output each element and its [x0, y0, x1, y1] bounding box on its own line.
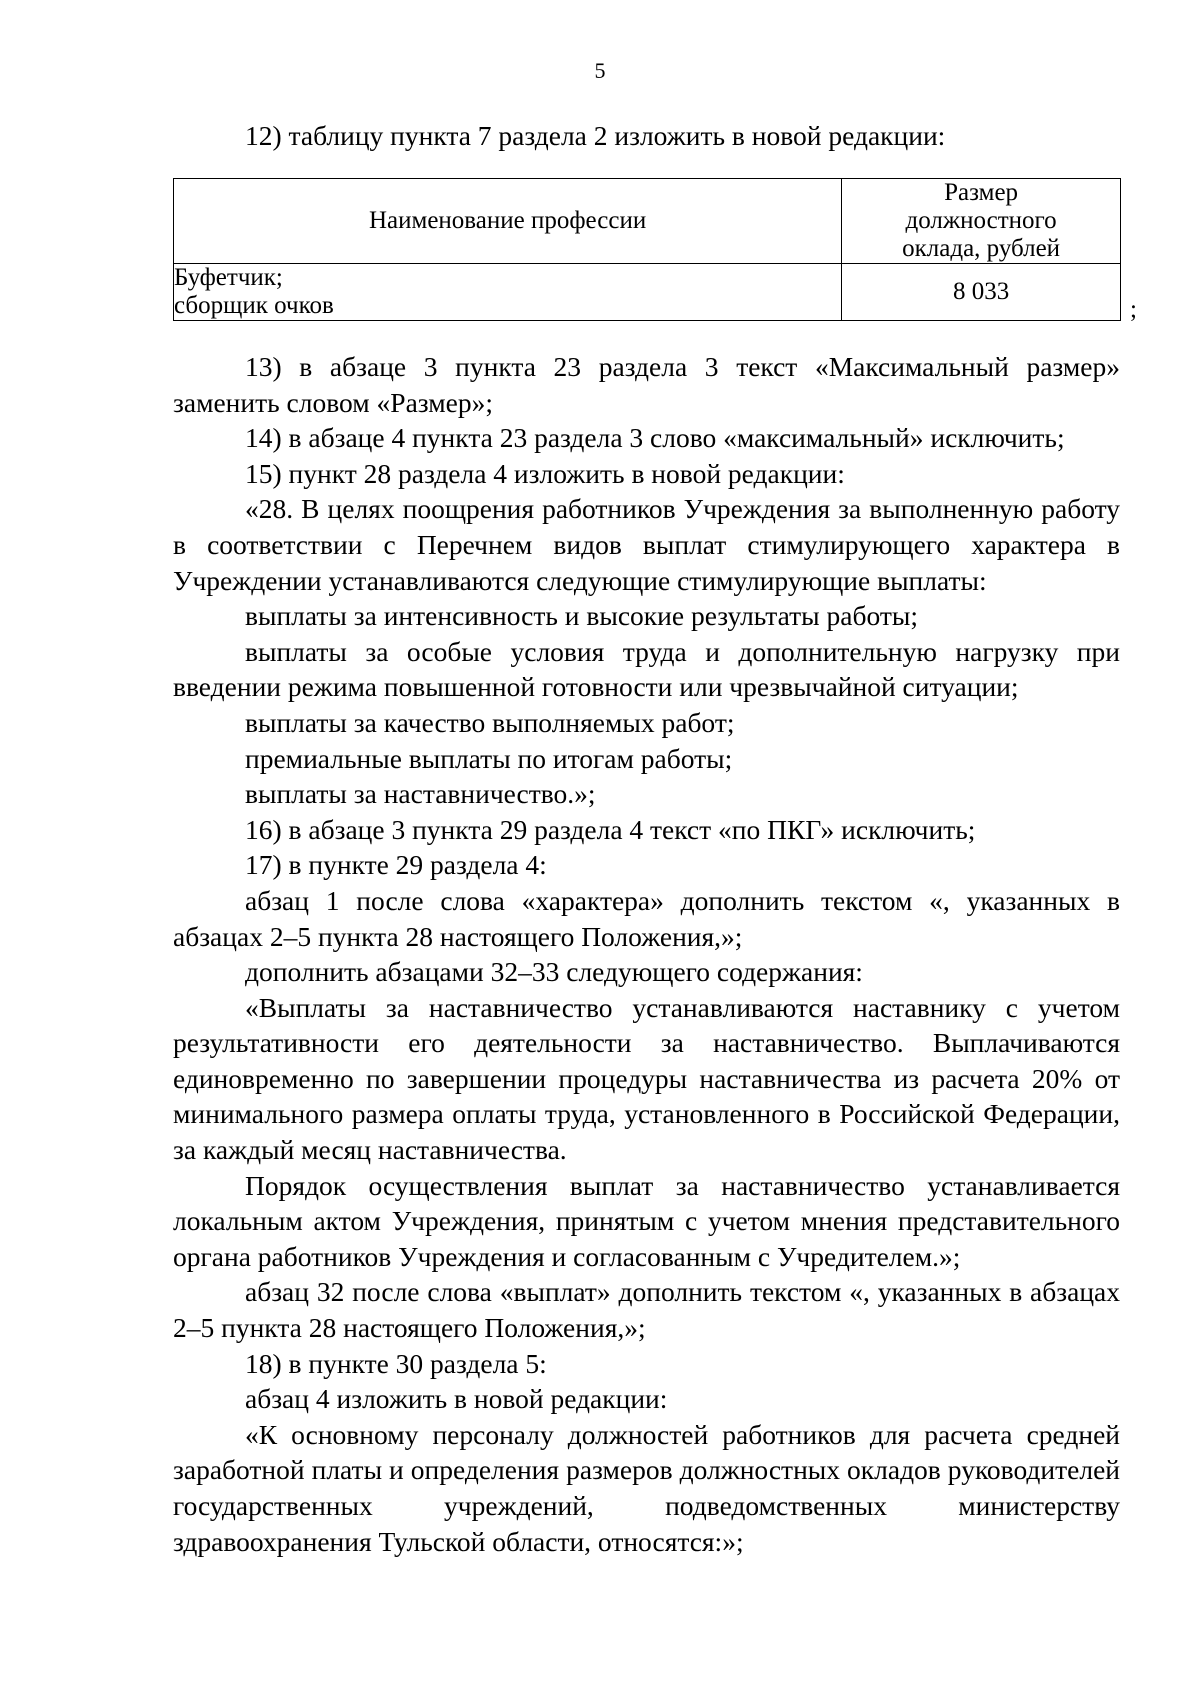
header-profession-name: Наименование профессии [174, 179, 842, 264]
header-salary-line: Размер [944, 179, 1019, 206]
paragraph: «Выплаты за наставничество устанавливаются наставнику с учетом результативности его деятельности за наставничество. Выплачиваются единовременно по завершении процедуры наставничества из расчета 20% от минимального размера оплаты труда, установленного в Российской Федерации, за каждый месяц наставничества. [173, 991, 1120, 1166]
paragraph: 17) в пункте 29 раздела 4: [245, 849, 547, 881]
paragraph: выплаты за наставничество.»; [245, 778, 596, 810]
table-row [174, 264, 1121, 321]
paragraph: «28. В целях поощрения работников Учреждения за выполненную работу в соответствии с Перечнем видов выплат стимулирующего характера в Учреждении устанавливаются следующие стимулирующие выплаты: [173, 493, 1120, 596]
profession-line: сборщик очков [174, 292, 334, 319]
paragraph: абзац 1 после слова «характера» дополнить текстом «, указанных в абзацах 2–5 пункта 28 настоящего Положения,»; [173, 884, 1120, 952]
paragraph: абзац 32 после слова «выплат» дополнить текстом «, указанных в абзацах 2–5 пункта 28 настоящего Положения,»; [173, 1276, 1120, 1344]
intro-paragraph: 12) таблицу пункта 7 раздела 2 изложить в новой редакции: [245, 120, 946, 151]
paragraph: 18) в пункте 30 раздела 5: [245, 1347, 547, 1379]
intro-block [173, 118, 1120, 154]
table-trailing-semicolon: ; [1130, 296, 1137, 323]
body-text [173, 349, 1120, 1559]
table-header-row [174, 179, 1121, 264]
paragraph: абзац 4 изложить в новой редакции: [245, 1383, 668, 1415]
paragraph: Порядок осуществления выплат за наставничество устанавливается локальным актом Учреждения, принятым с учетом мнения представительного органа работников Учреждения и согласованным с Учредителем.»; [173, 1169, 1120, 1272]
paragraph: «К основному персоналу должностей работников для расчета средней заработной платы и определения размеров должностных окладов руководителей государственных учреждений, подведомственных министерству здравоохранения Тульской области, относятся:»; [173, 1418, 1120, 1557]
page-number: 5 [594, 58, 606, 83]
header-salary-line: оклада, рублей [902, 235, 1061, 262]
header-salary-line: должностного [905, 207, 1057, 234]
paragraph: выплаты за качество выполняемых работ; [245, 706, 735, 738]
cell-salary-value: 8 033 [842, 264, 1121, 321]
paragraph: премиальные выплаты по итогам работы; [245, 742, 733, 774]
cell-profession [174, 264, 842, 321]
profession-line: Буфетчик; [174, 264, 283, 291]
paragraph: 13) в абзаце 3 пункта 23 раздела 3 текст «Максимальный размер» заменить словом «Размер»; [173, 351, 1120, 418]
profession-salary-table [173, 178, 1121, 321]
paragraph: 16) в абзаце 3 пункта 29 раздела 4 текст «по ПКГ» исключить; [245, 813, 976, 845]
paragraph: выплаты за интенсивность и высокие результаты работы; [245, 600, 918, 632]
paragraph: выплаты за особые условия труда и дополнительную нагрузку при введении режима повышенной готовности или чрезвычайной ситуации; [173, 635, 1120, 703]
paragraph: 14) в абзаце 4 пункта 23 раздела 3 слово «максимальный» исключить; [245, 422, 1065, 454]
paragraph: дополнить абзацами 32–33 следующего содержания: [245, 956, 863, 988]
header-salary-size [842, 179, 1121, 264]
paragraph: 15) пункт 28 раздела 4 изложить в новой редакции: [245, 457, 845, 489]
